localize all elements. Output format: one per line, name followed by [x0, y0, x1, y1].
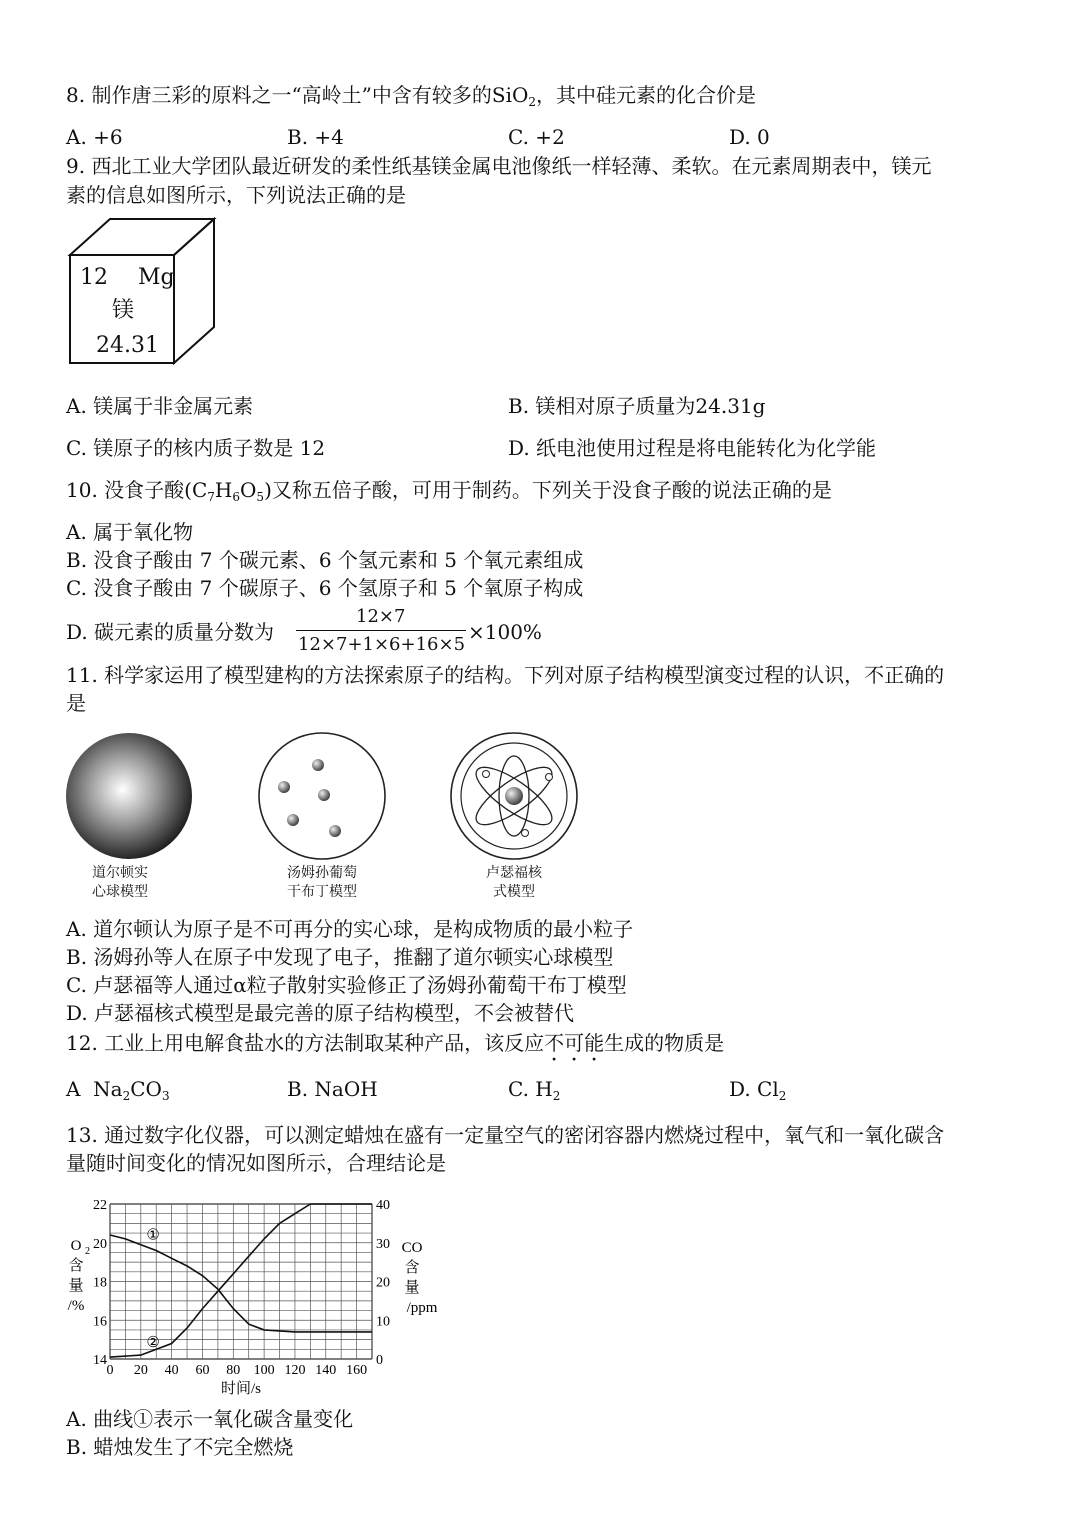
- y-right-label-line: /ppm: [406, 1300, 438, 1316]
- emphasis-char: 不: [544, 1031, 565, 1055]
- x-tick-label: 100: [253, 1363, 275, 1378]
- q11-option-a[interactable]: A. 道尔顿认为原子是不可再分的实心球，是构成物质的最小粒子: [66, 917, 634, 941]
- emphasis-text: [544, 1031, 604, 1055]
- y-right-tick-label: 30: [376, 1236, 390, 1252]
- q8-option-c[interactable]: C. +2: [508, 125, 565, 149]
- x-axis-label: 时间/s: [220, 1381, 262, 1396]
- x-tick-label: 140: [315, 1363, 337, 1378]
- y-left-label-line: 量: [68, 1278, 84, 1294]
- q8-option-d[interactable]: D. 0: [729, 125, 770, 149]
- caption-thomson: 汤姆孙葡萄 干布丁模型: [287, 865, 357, 900]
- element-atomic-number: 12: [80, 265, 108, 290]
- q13-option-a[interactable]: A. 曲线①表示一氧化碳含量变化: [66, 1407, 354, 1431]
- y-right-label-line: CO: [401, 1240, 423, 1256]
- q9-stem-line1: 9. 西北工业大学团队最近研发的柔性纸基镁金属电池像纸一样轻薄、柔软。在元素周期表中，镁元: [66, 154, 932, 178]
- caption-rutherford: 卢瑟福核 式模型: [486, 865, 542, 900]
- y-left-tick-label: 18: [93, 1275, 107, 1291]
- q13-option-b[interactable]: B. 蜡烛发生了不完全燃烧: [66, 1435, 294, 1459]
- y-right-tick-label: 0: [376, 1353, 383, 1368]
- q12-option-a[interactable]: A $Na_2CO_3$: [66, 1077, 170, 1103]
- fraction-bar: [296, 630, 466, 631]
- q12-stem: 12. 工业上用电解食盐水的方法制取某种产品，该反应不可能生成的物质是: [66, 1031, 725, 1055]
- q11-stem-line1: 11. 科学家运用了模型建构的方法探索原子的结构。下列对原子结构模型演变过程的认识，不正确的: [66, 663, 945, 687]
- q8-option-b[interactable]: B. +4: [287, 125, 344, 149]
- element-card: [60, 215, 220, 367]
- x-tick-label: 0: [106, 1363, 114, 1378]
- fraction-numerator: 12×7: [356, 606, 406, 627]
- y-left-tick-label: 14: [93, 1353, 107, 1368]
- x-tick-label: 20: [133, 1363, 148, 1378]
- q10-option-a[interactable]: A. 属于氧化物: [66, 520, 194, 544]
- q10-option-b[interactable]: B. 没食子酸由 7 个碳元素、6 个氢元素和 5 个氧元素组成: [66, 548, 584, 572]
- q9-option-b[interactable]: B. 镁相对原子质量为24.31g: [508, 394, 766, 418]
- y-left-label-line: 含: [68, 1258, 84, 1274]
- q11-option-c[interactable]: C. 卢瑟福等人通过α粒子散射实验修正了汤姆孙葡萄干布丁模型: [66, 973, 627, 997]
- x-tick-label: 80: [226, 1363, 241, 1378]
- element-atomic-mass: 24.31: [96, 333, 159, 358]
- q13-stem-line2: 量随时间变化的情况如图所示，合理结论是: [66, 1151, 446, 1175]
- emphasis-char: 能: [584, 1031, 605, 1055]
- y-left-tick-label: 20: [93, 1236, 107, 1252]
- q9-option-a[interactable]: A. 镁属于非金属元素: [66, 394, 254, 418]
- series-line-1: [110, 1235, 372, 1332]
- y-left-label-sub: 2: [85, 1246, 90, 1257]
- x-tick-label: 60: [195, 1363, 210, 1378]
- q11-option-d[interactable]: D. 卢瑟福核式模型是最完善的原子结构模型，不会被替代: [66, 1001, 575, 1025]
- x-tick-label: 160: [346, 1363, 368, 1378]
- rutherford-nuclear-model: [451, 733, 577, 859]
- y-left-tick-label: 22: [93, 1198, 107, 1213]
- caption-dalton: 道尔顿实 心球模型: [92, 865, 148, 900]
- y-left-tick-label: 16: [93, 1314, 107, 1330]
- y-right-tick-label: 10: [376, 1314, 390, 1330]
- y-left-label-line: /%: [67, 1298, 85, 1314]
- y-right-tick-label: 40: [376, 1198, 390, 1213]
- x-tick-label: 120: [284, 1363, 306, 1378]
- q12-option-c[interactable]: C. $H_2$: [508, 1077, 561, 1103]
- x-tick-label: 40: [164, 1363, 179, 1378]
- chart-series: [110, 1204, 372, 1357]
- thomson-plum-pudding-model: [259, 733, 385, 859]
- series-label-1: ①: [146, 1227, 160, 1244]
- y-right-label-line: 量: [404, 1280, 420, 1296]
- q12-option-d[interactable]: D. $Cl_2$: [729, 1077, 787, 1103]
- q11-option-b[interactable]: B. 汤姆孙等人在原子中发现了电子，推翻了道尔顿实心球模型: [66, 945, 614, 969]
- q12-option-b[interactable]: B. NaOH: [287, 1077, 378, 1101]
- dalton-solid-sphere-model: [66, 733, 192, 859]
- y-right-tick-label: 20: [376, 1275, 390, 1291]
- emphasis-char: 可: [564, 1031, 585, 1055]
- q8-stem: 8. 制作唐三彩的原料之一“高岭土”中含有较多的SiO$_2$，其中硅元素的化合价是: [66, 83, 757, 109]
- q10-option-c[interactable]: C. 没食子酸由 7 个碳原子、6 个氢原子和 5 个氧原子构成: [66, 576, 584, 600]
- atom-models-figure: [60, 725, 600, 875]
- o2-co-line-chart: [60, 1182, 440, 1396]
- fraction-denominator: 12×7+1×6+16×5: [298, 634, 466, 655]
- q13-stem-line1: 13. 通过数字化仪器，可以测定蜡烛在盛有一定量空气的密闭容器内燃烧过程中，氧气和一氧化碳含: [66, 1123, 945, 1147]
- q9-option-d[interactable]: D. 纸电池使用过程是将电能转化为化学能: [508, 436, 877, 460]
- q10-option-d[interactable]: D. 碳元素的质量分数为: [66, 620, 275, 644]
- fraction-suffix: ×100%: [468, 620, 542, 644]
- y-right-label-line: 含: [404, 1260, 420, 1276]
- element-symbol: Mg: [138, 265, 175, 290]
- q11-stem-line2: 是: [66, 691, 86, 715]
- q9-option-c[interactable]: C. 镁原子的核内质子数是 12: [66, 436, 326, 460]
- chart-tick-labels: [93, 1198, 390, 1378]
- q10-stem: 10. 没食子酸$(C_7H_6O_5)$又称五倍子酸，可用于制药。下列关于没食子酸的说法正确的是: [66, 478, 832, 504]
- y-left-label-line: O: [70, 1238, 82, 1254]
- series-label-2: ②: [146, 1335, 160, 1352]
- q9-stem-line2: 素的信息如图所示，下列说法正确的是: [66, 183, 406, 207]
- q8-option-a[interactable]: A. +6: [66, 125, 123, 149]
- element-name: 镁: [112, 298, 135, 323]
